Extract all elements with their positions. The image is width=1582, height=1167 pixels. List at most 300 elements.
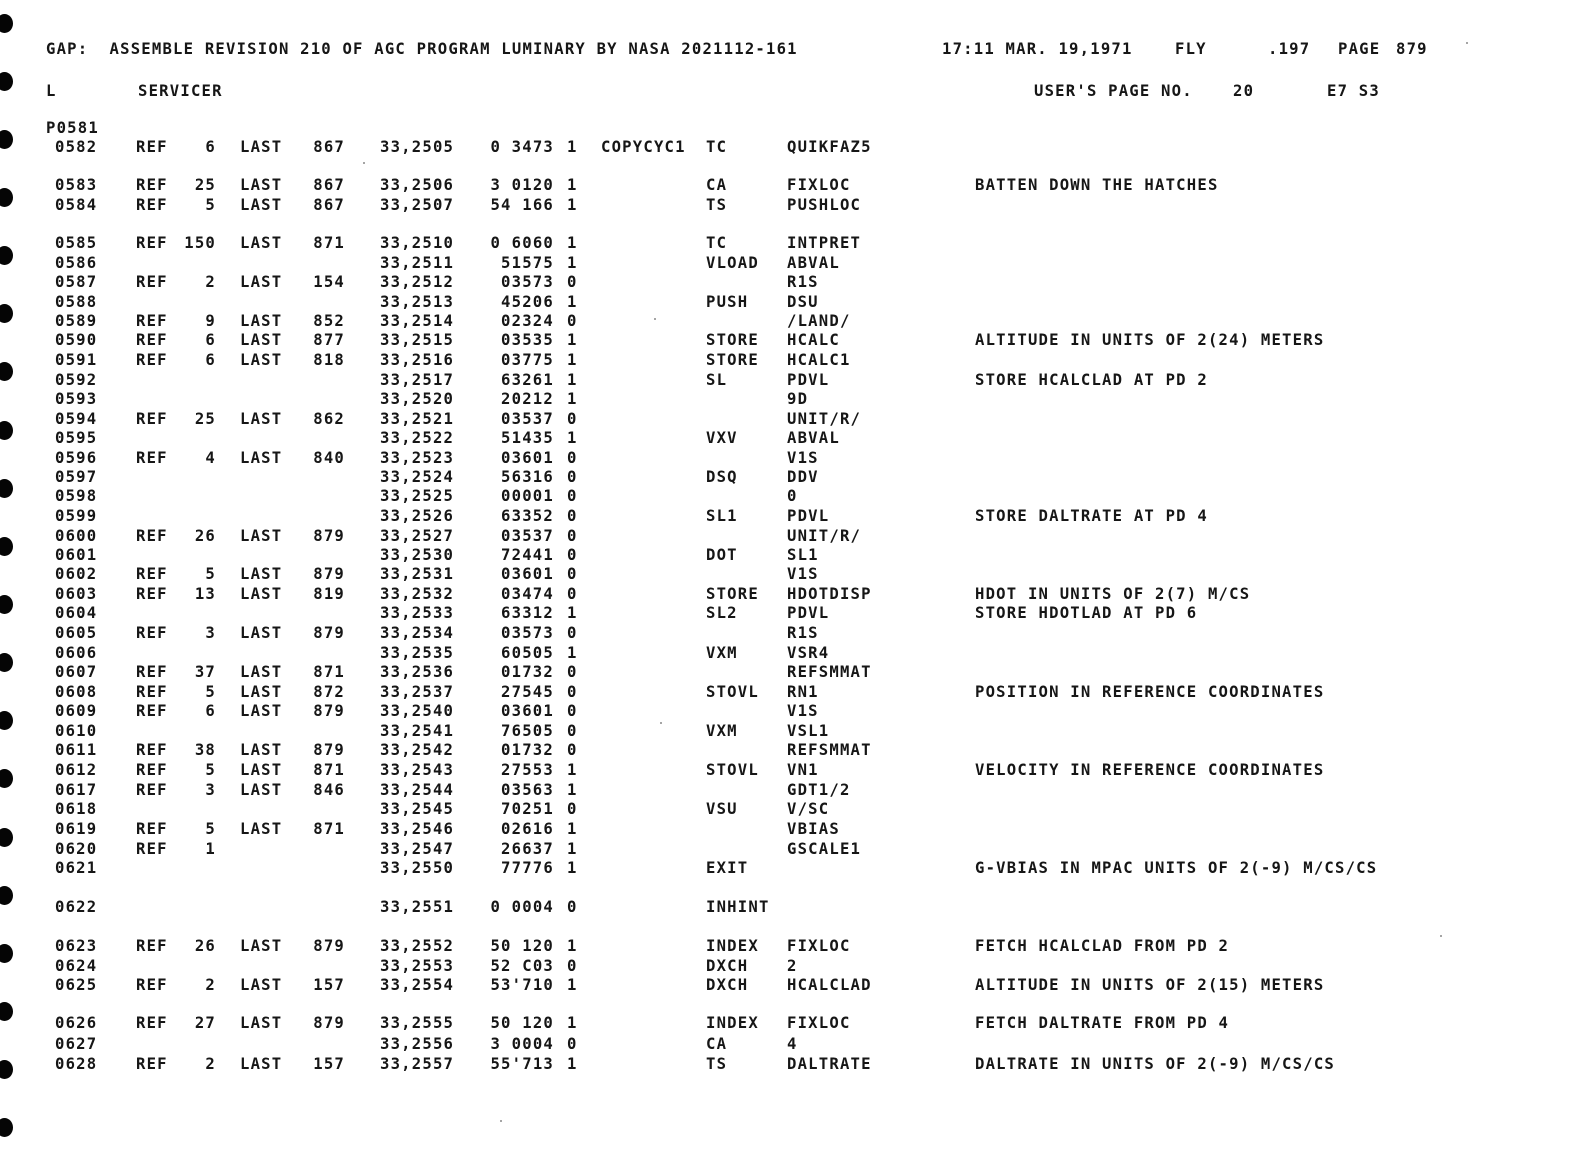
listing-ref: REF — [136, 702, 168, 720]
listing-num: 0590 — [55, 331, 98, 349]
listing-operand: FIXLOC — [787, 1014, 851, 1032]
listing-operand: V1S — [787, 702, 819, 720]
listing-flag: 1 — [567, 1014, 578, 1032]
listing-operand: HCALC — [787, 331, 840, 349]
listing-refn: 5 — [205, 565, 216, 583]
users-page-label: USER'S PAGE NO. — [1034, 82, 1193, 100]
listing-oct: 50 120 — [490, 1014, 554, 1032]
header-page-label: PAGE — [1338, 40, 1381, 58]
listing-oct: 0 0004 — [490, 898, 554, 916]
listing-refn: 9 — [205, 312, 216, 330]
listing-oct: 76505 — [501, 722, 554, 740]
listing-operand: 2 — [787, 957, 798, 975]
listing-addr: 33,2514 — [380, 312, 455, 330]
listing-refn: 26 — [194, 527, 216, 545]
binder-hole — [0, 130, 13, 149]
listing-oct: 51575 — [501, 254, 554, 272]
listing-flag: 0 — [567, 663, 578, 681]
listing-addr: 33,2544 — [380, 781, 455, 799]
listing-last: LAST — [240, 976, 283, 994]
listing-lastn: 818 — [313, 351, 345, 369]
listing-operand: 0 — [787, 487, 798, 505]
listing-operand: DSU — [787, 293, 819, 311]
listing-op: TS — [706, 196, 728, 214]
listing-addr: 33,2523 — [380, 449, 455, 467]
listing-op: CA — [706, 176, 728, 194]
listing-num: 0588 — [55, 293, 98, 311]
listing-comment: STORE HDOTLAD AT PD 6 — [975, 604, 1198, 622]
listing-ref: REF — [136, 1014, 168, 1032]
scan-speck — [1440, 935, 1442, 937]
listing-addr: 33,2522 — [380, 429, 455, 447]
binder-hole — [0, 828, 13, 847]
listing-num: 0619 — [55, 820, 98, 838]
listing-num: 0624 — [55, 957, 98, 975]
listing-lastn: 867 — [313, 196, 345, 214]
listing-op: CA — [706, 1035, 728, 1053]
listing-addr: 33,2517 — [380, 371, 455, 389]
listing-addr: 33,2552 — [380, 937, 455, 955]
listing-num: 0589 — [55, 312, 98, 330]
listing-oct: 63312 — [501, 604, 554, 622]
listing-last: LAST — [240, 781, 283, 799]
listing-flag: 0 — [567, 898, 578, 916]
listing-oct: 03474 — [501, 585, 554, 603]
listing-num: 0604 — [55, 604, 98, 622]
listing-lastn: 879 — [313, 624, 345, 642]
listing-num: 0595 — [55, 429, 98, 447]
listing-flag: 1 — [567, 234, 578, 252]
listing-oct: 72441 — [501, 546, 554, 564]
listing-oct: 03535 — [501, 331, 554, 349]
listing-last: LAST — [240, 663, 283, 681]
listing-lastn: 154 — [313, 273, 345, 291]
listing-flag: 1 — [567, 820, 578, 838]
listing-last: LAST — [240, 937, 283, 955]
listing-last: LAST — [240, 702, 283, 720]
listing-operand: V1S — [787, 449, 819, 467]
listing-comment: G-VBIAS IN MPAC UNITS OF 2(-9) M/CS/CS — [975, 859, 1378, 877]
listing-comment: ALTITUDE IN UNITS OF 2(15) METERS — [975, 976, 1325, 994]
listing-last: LAST — [240, 138, 283, 156]
listing-flag: 1 — [567, 351, 578, 369]
listing-last: LAST — [240, 449, 283, 467]
listing-flag: 1 — [567, 254, 578, 272]
listing-op: VXM — [706, 722, 738, 740]
listing-operand: UNIT/R/ — [787, 410, 862, 428]
listing-last: LAST — [240, 410, 283, 428]
listing-num: 0585 — [55, 234, 98, 252]
listing-operand: DDV — [787, 468, 819, 486]
listing-num: 0598 — [55, 487, 98, 505]
listing-operand: UNIT/R/ — [787, 527, 862, 545]
listing-last: LAST — [240, 312, 283, 330]
listing-op: SL — [706, 371, 728, 389]
listing-refn: 6 — [205, 351, 216, 369]
listing-oct: 54 166 — [490, 196, 554, 214]
listing-num: 0592 — [55, 371, 98, 389]
listing-comment: VELOCITY IN REFERENCE COORDINATES — [975, 761, 1325, 779]
listing-num: 0607 — [55, 663, 98, 681]
listing-ref: REF — [136, 351, 168, 369]
listing-addr: 33,2555 — [380, 1014, 455, 1032]
listing-addr: 33,2531 — [380, 565, 455, 583]
listing-operand: 9D — [787, 390, 809, 408]
listing-last: LAST — [240, 585, 283, 603]
listing-flag: 0 — [567, 273, 578, 291]
listing-flag: 0 — [567, 527, 578, 545]
listing-lastn: 871 — [313, 761, 345, 779]
listing-comment: FETCH HCALCLAD FROM PD 2 — [975, 937, 1230, 955]
listing-last: LAST — [240, 683, 283, 701]
listing-addr: 33,2551 — [380, 898, 455, 916]
listing-operand: HDOTDISP — [787, 585, 872, 603]
binder-hole — [0, 1060, 13, 1079]
listing-op: STORE — [706, 351, 759, 369]
listing-flag: 1 — [567, 976, 578, 994]
listing-oct: 03563 — [501, 781, 554, 799]
listing-operand: R1S — [787, 273, 819, 291]
binder-hole — [0, 421, 13, 440]
listing-num: 0620 — [55, 840, 98, 858]
listing-operand: PDVL — [787, 507, 830, 525]
header-timestamp: 17:11 MAR. 19,1971 — [942, 40, 1133, 58]
binder-hole — [0, 1118, 13, 1137]
listing-oct: 03537 — [501, 410, 554, 428]
listing-flag: 1 — [567, 840, 578, 858]
listing-flag: 0 — [567, 449, 578, 467]
listing-ref: REF — [136, 196, 168, 214]
listing-op: STOVL — [706, 761, 759, 779]
listing-num: 0628 — [55, 1055, 98, 1073]
listing-flag: 0 — [567, 565, 578, 583]
listing-ref: REF — [136, 176, 168, 194]
listing-flag: 0 — [567, 546, 578, 564]
listing-operand: DALTRATE — [787, 1055, 872, 1073]
listing-operand: REFSMMAT — [787, 741, 872, 759]
listing-ref: REF — [136, 585, 168, 603]
listing-last: LAST — [240, 1014, 283, 1032]
listing-addr: 33,2512 — [380, 273, 455, 291]
listing-oct: 60505 — [501, 644, 554, 662]
listing-flag: 0 — [567, 487, 578, 505]
listing-op: INDEX — [706, 1014, 759, 1032]
binder-hole — [0, 944, 13, 963]
listing-ref: REF — [136, 761, 168, 779]
listing-last: LAST — [240, 527, 283, 545]
listing-oct: 00001 — [501, 487, 554, 505]
listing-lastn: 157 — [313, 976, 345, 994]
listing-num: 0597 — [55, 468, 98, 486]
listing-operand: PDVL — [787, 604, 830, 622]
binder-hole — [0, 537, 13, 556]
listing-num: 0603 — [55, 585, 98, 603]
listing-flag: 0 — [567, 468, 578, 486]
listing-ref: REF — [136, 741, 168, 759]
binder-hole — [0, 1002, 13, 1021]
listing-addr: 33,2513 — [380, 293, 455, 311]
listing-lastn: 852 — [313, 312, 345, 330]
listing-op: PUSH — [706, 293, 749, 311]
listing-op: VXV — [706, 429, 738, 447]
listing-addr: 33,2533 — [380, 604, 455, 622]
listing-flag: 1 — [567, 390, 578, 408]
listing-flag: 0 — [567, 741, 578, 759]
listing-flag: 1 — [567, 644, 578, 662]
listing-num: 0612 — [55, 761, 98, 779]
listing-addr: 33,2547 — [380, 840, 455, 858]
listing-refn: 3 — [205, 624, 216, 642]
listing-num: 0593 — [55, 390, 98, 408]
listing-refn: 3 — [205, 781, 216, 799]
listing-operand: HCALC1 — [787, 351, 851, 369]
listing-ref: REF — [136, 138, 168, 156]
header-page-number: 879 — [1396, 40, 1428, 58]
listing-last: LAST — [240, 741, 283, 759]
listing-ref: REF — [136, 565, 168, 583]
listing-last: LAST — [240, 820, 283, 838]
listing-oct: 3 0004 — [490, 1035, 554, 1053]
listing-last: LAST — [240, 331, 283, 349]
listing-oct: 56316 — [501, 468, 554, 486]
listing-flag: 1 — [567, 176, 578, 194]
listing-op: VSU — [706, 800, 738, 818]
listing-ref: REF — [136, 820, 168, 838]
listing-oct: 77776 — [501, 859, 554, 877]
listing-oct: 63352 — [501, 507, 554, 525]
binder-hole — [0, 14, 13, 33]
listing-flag: 1 — [567, 371, 578, 389]
listing-addr: 33,2556 — [380, 1035, 455, 1053]
listing-oct: 0 6060 — [490, 234, 554, 252]
listing-oct: 01732 — [501, 663, 554, 681]
listing-oct: 55'713 — [490, 1055, 554, 1073]
listing-lastn: 879 — [313, 937, 345, 955]
listing-last: LAST — [240, 273, 283, 291]
listing-type-letter: L — [46, 82, 57, 100]
listing-last: LAST — [240, 565, 283, 583]
listing-last: LAST — [240, 761, 283, 779]
binder-hole — [0, 653, 13, 672]
listing-refn: 150 — [184, 234, 216, 252]
listing-addr: 33,2527 — [380, 527, 455, 545]
section-code: E7 S3 — [1327, 82, 1380, 100]
listing-last: LAST — [240, 196, 283, 214]
listing-addr: 33,2511 — [380, 254, 455, 272]
listing-addr: 33,2525 — [380, 487, 455, 505]
listing-refn: 6 — [205, 702, 216, 720]
listing-lastn: 879 — [313, 741, 345, 759]
listing-addr: 33,2507 — [380, 196, 455, 214]
listing-comment: ALTITUDE IN UNITS OF 2(24) METERS — [975, 331, 1325, 349]
listing-oct: 50 120 — [490, 937, 554, 955]
page-tag: P0581 — [46, 119, 99, 137]
listing-refn: 2 — [205, 1055, 216, 1073]
listing-addr: 33,2532 — [380, 585, 455, 603]
listing-num: 0583 — [55, 176, 98, 194]
listing-ref: REF — [136, 410, 168, 428]
listing-lastn: 846 — [313, 781, 345, 799]
listing-flag: 1 — [567, 331, 578, 349]
listing-flag: 0 — [567, 410, 578, 428]
listing-num: 0623 — [55, 937, 98, 955]
listing-lastn: 872 — [313, 683, 345, 701]
listing-flag: 1 — [567, 761, 578, 779]
listing-addr: 33,2546 — [380, 820, 455, 838]
listing-oct: 01732 — [501, 741, 554, 759]
listing-lastn: 871 — [313, 820, 345, 838]
listing-operand: 4 — [787, 1035, 798, 1053]
listing-flag: 0 — [567, 702, 578, 720]
header-mode: FLY — [1175, 40, 1207, 58]
scan-speck — [654, 318, 656, 320]
listing-num: 0600 — [55, 527, 98, 545]
listing-operand: PUSHLOC — [787, 196, 862, 214]
listing-flag: 0 — [567, 1035, 578, 1053]
listing-flag: 1 — [567, 293, 578, 311]
listing-refn: 4 — [205, 449, 216, 467]
listing-lastn: 819 — [313, 585, 345, 603]
binder-hole — [0, 304, 13, 323]
listing-ref: REF — [136, 624, 168, 642]
listing-op: EXIT — [706, 859, 749, 877]
listing-addr: 33,2506 — [380, 176, 455, 194]
listing-addr: 33,2542 — [380, 741, 455, 759]
listing-refn: 6 — [205, 331, 216, 349]
listing-flag: 1 — [567, 937, 578, 955]
listing-comment: DALTRATE IN UNITS OF 2(-9) M/CS/CS — [975, 1055, 1335, 1073]
listing-ref: REF — [136, 683, 168, 701]
listing-op: SL2 — [706, 604, 738, 622]
listing-refn: 5 — [205, 196, 216, 214]
listing-lastn: 871 — [313, 234, 345, 252]
listing-refn: 38 — [194, 741, 216, 759]
listing-oct: 03573 — [501, 624, 554, 642]
listing-oct: 53'710 — [490, 976, 554, 994]
listing-op: VLOAD — [706, 254, 759, 272]
listing-num: 0609 — [55, 702, 98, 720]
header-time-value: .197 — [1268, 40, 1311, 58]
listing-op: INDEX — [706, 937, 759, 955]
header-program-title: GAP: ASSEMBLE REVISION 210 OF AGC PROGRAM LUMINARY BY NASA 2021112-161 — [46, 40, 798, 58]
listing-operand: INTPRET — [787, 234, 862, 252]
listing-lastn: 862 — [313, 410, 345, 428]
listing-addr: 33,2554 — [380, 976, 455, 994]
listing-lastn: 877 — [313, 331, 345, 349]
listing-addr: 33,2521 — [380, 410, 455, 428]
listing-num: 0626 — [55, 1014, 98, 1032]
listing-addr: 33,2530 — [380, 546, 455, 564]
listing-op: STORE — [706, 585, 759, 603]
listing-num: 0625 — [55, 976, 98, 994]
listing-operand: HCALCLAD — [787, 976, 872, 994]
listing-flag: 0 — [567, 507, 578, 525]
listing-oct: 63261 — [501, 371, 554, 389]
listing-oct: 03537 — [501, 527, 554, 545]
listing-num: 0601 — [55, 546, 98, 564]
listing-refn: 5 — [205, 683, 216, 701]
listing-comment: STORE HCALCLAD AT PD 2 — [975, 371, 1208, 389]
listing-num: 0584 — [55, 196, 98, 214]
listing-addr: 33,2505 — [380, 138, 455, 156]
listing-flag: 1 — [567, 1055, 578, 1073]
listing-num: 0596 — [55, 449, 98, 467]
listing-flag: 1 — [567, 138, 578, 156]
listing-refn: 13 — [194, 585, 216, 603]
listing-ref: REF — [136, 937, 168, 955]
listing-addr: 33,2524 — [380, 468, 455, 486]
listing-op: DOT — [706, 546, 738, 564]
listing-lastn: 867 — [313, 176, 345, 194]
listing-oct: 26637 — [501, 840, 554, 858]
listing-op: INHINT — [706, 898, 770, 916]
listing-operand: SL1 — [787, 546, 819, 564]
listing-num: 0587 — [55, 273, 98, 291]
listing-operand: V1S — [787, 565, 819, 583]
listing-ref: REF — [136, 781, 168, 799]
listing-addr: 33,2557 — [380, 1055, 455, 1073]
listing-flag: 0 — [567, 585, 578, 603]
listing-operand: REFSMMAT — [787, 663, 872, 681]
listing-refn: 2 — [205, 976, 216, 994]
listing-addr: 33,2535 — [380, 644, 455, 662]
listing-oct: 27545 — [501, 683, 554, 701]
listing-comment: BATTEN DOWN THE HATCHES — [975, 176, 1219, 194]
listing-num: 0591 — [55, 351, 98, 369]
listing-refn: 25 — [194, 410, 216, 428]
listing-operand: FIXLOC — [787, 176, 851, 194]
listing-oct: 03573 — [501, 273, 554, 291]
listing-addr: 33,2537 — [380, 683, 455, 701]
listing-op: TC — [706, 138, 728, 156]
listing-op: TS — [706, 1055, 728, 1073]
listing-num: 0606 — [55, 644, 98, 662]
listing-operand: GSCALE1 — [787, 840, 862, 858]
listing-num: 0621 — [55, 859, 98, 877]
listing-addr: 33,2515 — [380, 331, 455, 349]
listing-lastn: 879 — [313, 702, 345, 720]
listing-addr: 33,2553 — [380, 957, 455, 975]
binder-hole — [0, 246, 13, 265]
listing-oct: 03601 — [501, 565, 554, 583]
listing-oct: 45206 — [501, 293, 554, 311]
listing-num: 0610 — [55, 722, 98, 740]
listing-flag: 0 — [567, 312, 578, 330]
binder-hole — [0, 595, 13, 614]
listing-flag: 1 — [567, 604, 578, 622]
listing-flag: 1 — [567, 781, 578, 799]
listing-flag: 1 — [567, 196, 578, 214]
listing-flag: 1 — [567, 429, 578, 447]
listing-oct: 02324 — [501, 312, 554, 330]
listing-oct: 0 3473 — [490, 138, 554, 156]
listing-ref: REF — [136, 331, 168, 349]
listing-addr: 33,2543 — [380, 761, 455, 779]
listing-flag: 0 — [567, 957, 578, 975]
listing-refn: 37 — [194, 663, 216, 681]
listing-operand: PDVL — [787, 371, 830, 389]
binder-hole — [0, 72, 13, 91]
listing-num: 0594 — [55, 410, 98, 428]
listing-ref: REF — [136, 527, 168, 545]
scan-speck — [363, 162, 365, 164]
listing-flag: 0 — [567, 624, 578, 642]
listing-ref: REF — [136, 449, 168, 467]
binder-hole — [0, 769, 13, 788]
listing-operand: V/SC — [787, 800, 830, 818]
listing-refn: 5 — [205, 761, 216, 779]
listing-num: 0605 — [55, 624, 98, 642]
